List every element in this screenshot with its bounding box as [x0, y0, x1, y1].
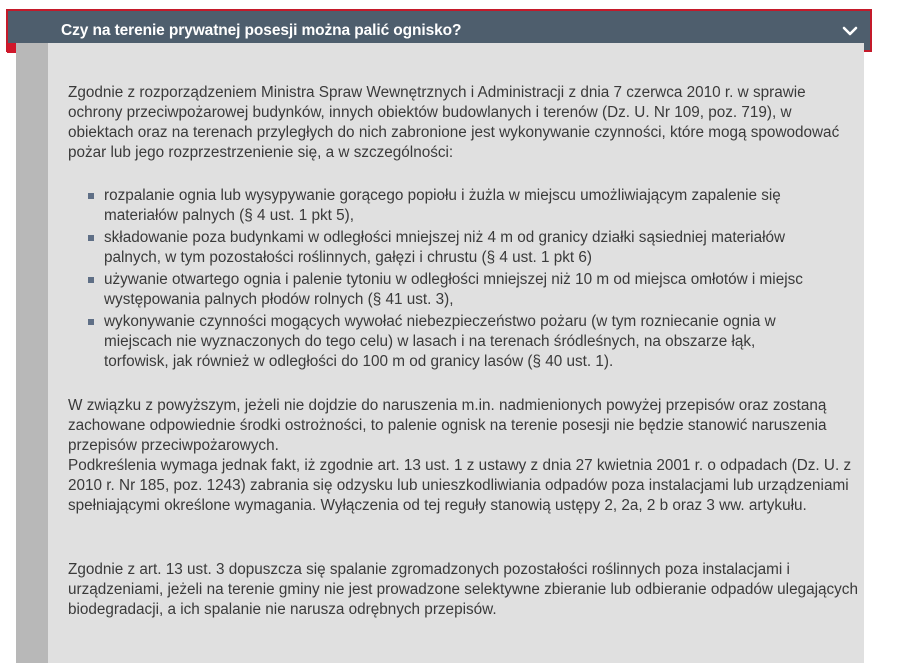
list-item-text: używanie otwartego ognia i palenie tytoniu w odległości mniejszej niż 10 m od miejsca omłotów i miejsc występowania palnych płodów rolnych (§ 41 ust. 3),	[104, 271, 803, 308]
list-item	[88, 312, 804, 372]
accordion-content	[68, 83, 858, 620]
conclusion-paragraph: W związku z powyższym, jeżeli nie dojdzie do naruszenia m.in. nadmienionych powyżej przepisów oraz zostaną zachowane odpowiednie środki ostrożności, to palenie ognisk na terenie posesji nie będzie stanowić naruszenia przepisów przeciwpożarowych.	[68, 397, 827, 454]
list-item	[88, 270, 804, 310]
list-item	[88, 228, 804, 268]
intro-paragraph: Zgodnie z rozporządzeniem Ministra Spraw Wewnętrznych i Administracji z dnia 7 czerwca 2010 r. w sprawie ochrony przeciwpożarowej budynków, innych obiektów budowlanych i terenów (Dz. U. Nr 109, poz. 719), w obiektach oraz na terenach przyległych do nich zabronione jest wykonywanie czynności, które mogą spowodować pożar lub jego rozprzestrzenienie się, a w szczególności:	[68, 84, 840, 161]
accordion-body	[16, 43, 864, 663]
list-item-text: składowanie poza budynkami w odległości mniejszej niż 4 m od granicy działki sąsiedniej materiałów palnych, w tym pozostałości roślinnych, gałęzi i chrustu (§ 4 ust. 1 pkt 6)	[104, 229, 786, 266]
list-item-text: wykonywanie czynności mogących wywołać niebezpieczeństwo pożaru (w tym rozniecanie ognia w miejscach nie wyznaczonych do tego celu) w lasach i na terenach śródleśnych, na obszarze łąk, torfowisk, jak również w odległości do 100 m od granicy lasów (§ 40 ust. 1).	[104, 313, 776, 370]
list-item-text: rozpalanie ognia lub wysypywanie gorącego popiołu i żużla w miejscu umożliwiającym zapalenie się materiałów palnych (§ 4 ust. 1 pkt 5),	[104, 187, 781, 224]
list-item	[88, 186, 804, 226]
bullet-icon	[88, 319, 94, 325]
rules-list	[68, 186, 858, 372]
exception-paragraph: Zgodnie z art. 13 ust. 3 dopuszcza się spalanie zgromadzonych pozostałości roślinnych poza instalacjami i urządzeniami, jeżeli na terenie gminy nie jest prowadzone selektywne zbieranie lub odbieranie odpadów ulegających biodegradacji, a ich spalanie nie narusza odrębnych przepisów.	[68, 561, 858, 618]
chevron-down-icon[interactable]	[842, 23, 858, 39]
bullet-icon	[88, 235, 94, 241]
body-stripe	[16, 43, 48, 663]
bullet-icon	[88, 277, 94, 283]
bullet-icon	[88, 193, 94, 199]
accordion-title[interactable]: Czy na terenie prywatnej posesji można palić ognisko?	[61, 22, 462, 39]
waste-law-paragraph: Podkreślenia wymaga jednak fakt, iż zgodnie art. 13 ust. 1 z ustawy z dnia 27 kwietnia 2001 r. o odpadach (Dz. U. z 2010 r. Nr 185, poz. 1243) zabrania się odzysku lub unieszkodliwiania odpadów poza instalacjami lub urządzeniami spełniającymi określone wymagania. Wyłączenia od tej reguły stanowią ustępy 2, 2a, 2 b oraz 3 ww. artykułu.	[68, 457, 852, 514]
